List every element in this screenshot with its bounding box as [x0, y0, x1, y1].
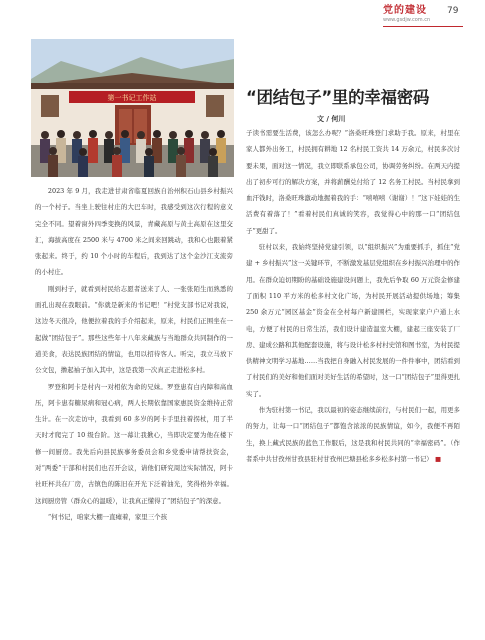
right-text-column: [246, 125, 460, 467]
paragraph-text: 作为驻村第一书记，我以最初的姿态继续前行，与村民们一起，用更多的努力，让每一口“团结包子”都饱含浓浓的民族情谊，如今，我便不再陌生，换上藏式民族的蓝色工作服后，这是我和村民共同的“幸福密码”。（作者系中共甘孜州甘孜县驻村甘孜州巴塘县松多乡松多村第一书记）: [246, 406, 460, 463]
paragraph: 驻村以来，我始终坚持党建引领，以“组织振兴”为重要抓手，抓住“党建 + 乡村振兴”这一关键环节，不断激发基层党组织在乡村振兴治理中的作用。在群众迫切期盼的基础设施建设问题上，我先后争取 60 万元资金修建了面积 110 平方米的松多村文化广场，为村民开展活动提供场地；筹集 250 余万元“园区基金”资金在全村每户新建围栏，实现家家户户通上水电，方便了村民的日常生活，我们设计建造温室大棚，建起三座安装了厂房、建成公路和其他配套设施，将与设计松多村村史馆和图书室，为村民提供精神文明学习基地……当我把自身融入村民发展的一件件事中，团结看到了村民们的美好和他们面对美好生活的希望时，这一口“团结包子”里得更扎实了。: [246, 243, 460, 398]
article-byline: 文 / 何川: [317, 115, 346, 123]
village-group-photo: [31, 39, 234, 177]
article-title: “团结包子”里的幸福密码: [246, 88, 430, 107]
end-mark-icon: ■: [432, 454, 442, 463]
paragraph: 刚到村子，就看到村民给志愿者送来了人、一张张陌生而熟悉的面孔出现在我眼前。“你就是新来的书记吧！”村党支部书记对我说，这边冬天很冷，他便拉着我的手介绍起来，原来，村民们正围坐在一起做“团结包子”。那些这些年十八年来藏族与当地群众共同制作的一道美食，表达民族团结的情谊，也用以招待客人。听完，我立马放下公文包，撸起袖子加入其中，这是我第一次真正走进松多村。: [35, 284, 233, 375]
publication-url[interactable]: www.gsdjw.com.cn: [383, 17, 431, 23]
header-rule: [383, 26, 463, 27]
publication-brand: 党的建设: [383, 5, 427, 16]
page-number: 79: [447, 6, 459, 16]
paragraph: 子读书需要生活费，该怎么办呢？”洛桑旺珠登门求助于我。原来，村里在家人都外出务工，村民拥有耕地 12 名村民工资共 14 万余元，村民多次讨要未果，面对这一情况，我立即联系承包公司，协调劳务纠纷。在两天内提出了初步可行的解决方案，并将薪酬兑付给了 12 名务工村民。当村民拿到血汗钱时，洛桑旺珠激动地握着我的手：“嘻嘻嘻（谢谢）！”这下娃娃的生活费有着落了！”看着村民们真诚的笑容，我觉得心中的那一口“团结包子”更甜了。: [246, 129, 460, 235]
publication-logo: [383, 5, 441, 27]
photo-banner-text: 第一书记工作站: [107, 94, 157, 102]
paragraph: 2023 年 9 月，我走进甘肃省临夏回族自治州积石山县乡村振兴的一个村子。当坐上驶往村庄的大巴车时，我感受到这次行程的意义完全不同。望着窗外四季变换的风景，青藏高原与黄土高原在这里交汇，海拔高度在 2500 米与 4700 米之间来回跳动，我和心也跟着紧张起来。终于，约 10 个小时的车程后，我到达了这个金沙江支流旁的小村庄。: [35, 187, 233, 277]
paragraph: 罗登和阿卡是村内一对相依为命的兄妹。罗登患有白内障和高血压，阿卡患有糖尿病和冠心病，两人长期依靠国家惠民资金维持正常生计。在一次走访中，我看到 60 多岁的阿卡手里拄着拐杖，用了半天时才爬完了 10 级台阶。这一幕让我揪心，当即决定要为他在楼下修一间厨房。我先后向县民族事务委员会和乡党委申请帮扶资金，对“两委”干部和村民们也召开会议，请他们研究周边实际情况，阿卡社旺杯共在厂房，古镇色的陈旧在开光下泛着油光，笑得格外幸福。这间厨房管（群众心的温暖），让我真正懂得了“团结包子”的深意。: [35, 382, 233, 505]
paragraph-final: [246, 402, 460, 467]
paragraph: “何书记，咱家大棚一直瘫着，家里三个孩: [47, 512, 168, 521]
left-text-column: [35, 183, 233, 525]
article-photo: [31, 39, 234, 177]
